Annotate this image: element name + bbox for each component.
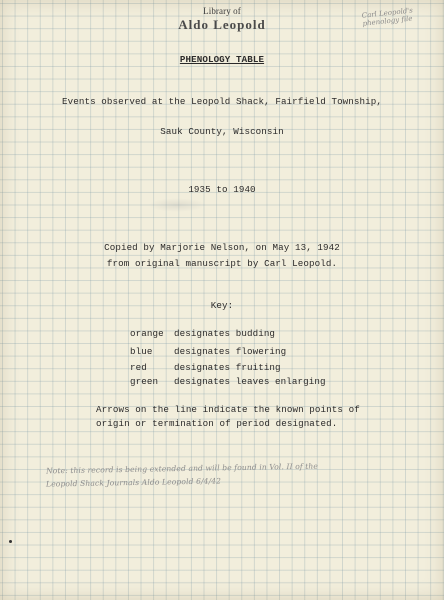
key-heading: Key: (210, 300, 234, 311)
key-item-blue (130, 346, 286, 357)
key-meaning: designates flowering (174, 346, 287, 357)
key-color-word: green (130, 376, 159, 387)
key-meaning: designates leaves enlarging (174, 376, 326, 387)
library-stamp-line1: Library of (203, 6, 241, 16)
key-meaning: designates budding (174, 328, 276, 339)
arrows-line2: origin or termination of period designated. (96, 418, 338, 429)
location-line2: Sauk County, Wisconsin (160, 126, 284, 137)
key-item-orange (130, 328, 275, 339)
location-line1: Events observed at the Leopold Shack, Fairfield Township, (62, 96, 382, 107)
smudge-mark (148, 198, 206, 212)
handwritten-note-line2: Leopold Shack Journals Aldo Leopold 6/4/42 (45, 476, 222, 489)
key-item-red (130, 362, 281, 373)
key-color-word: red (130, 362, 147, 373)
key-meaning: designates fruiting (174, 362, 281, 373)
corner-handwritten-note: Carl Leopold's phenology file (361, 6, 414, 28)
arrows-line1: Arrows on the line indicate the known points of (96, 404, 360, 415)
key-item-green (130, 376, 326, 387)
copied-by-line1: Copied by Marjorie Nelson, on May 13, 1942 (104, 242, 340, 253)
library-stamp-name: Aldo Leopold (178, 17, 266, 32)
year-range: 1935 to 1940 (188, 184, 256, 195)
page-title: PHENOLOGY TABLE (179, 54, 265, 65)
ink-dot (9, 540, 12, 543)
handwritten-note-line1: Note: this record is being extended and will be found in Vol. II of the (45, 461, 319, 476)
key-color-word: blue (130, 346, 153, 357)
key-color-word: orange (130, 328, 164, 339)
copied-by-line2: from original manuscript by Carl Leopold. (106, 258, 338, 269)
